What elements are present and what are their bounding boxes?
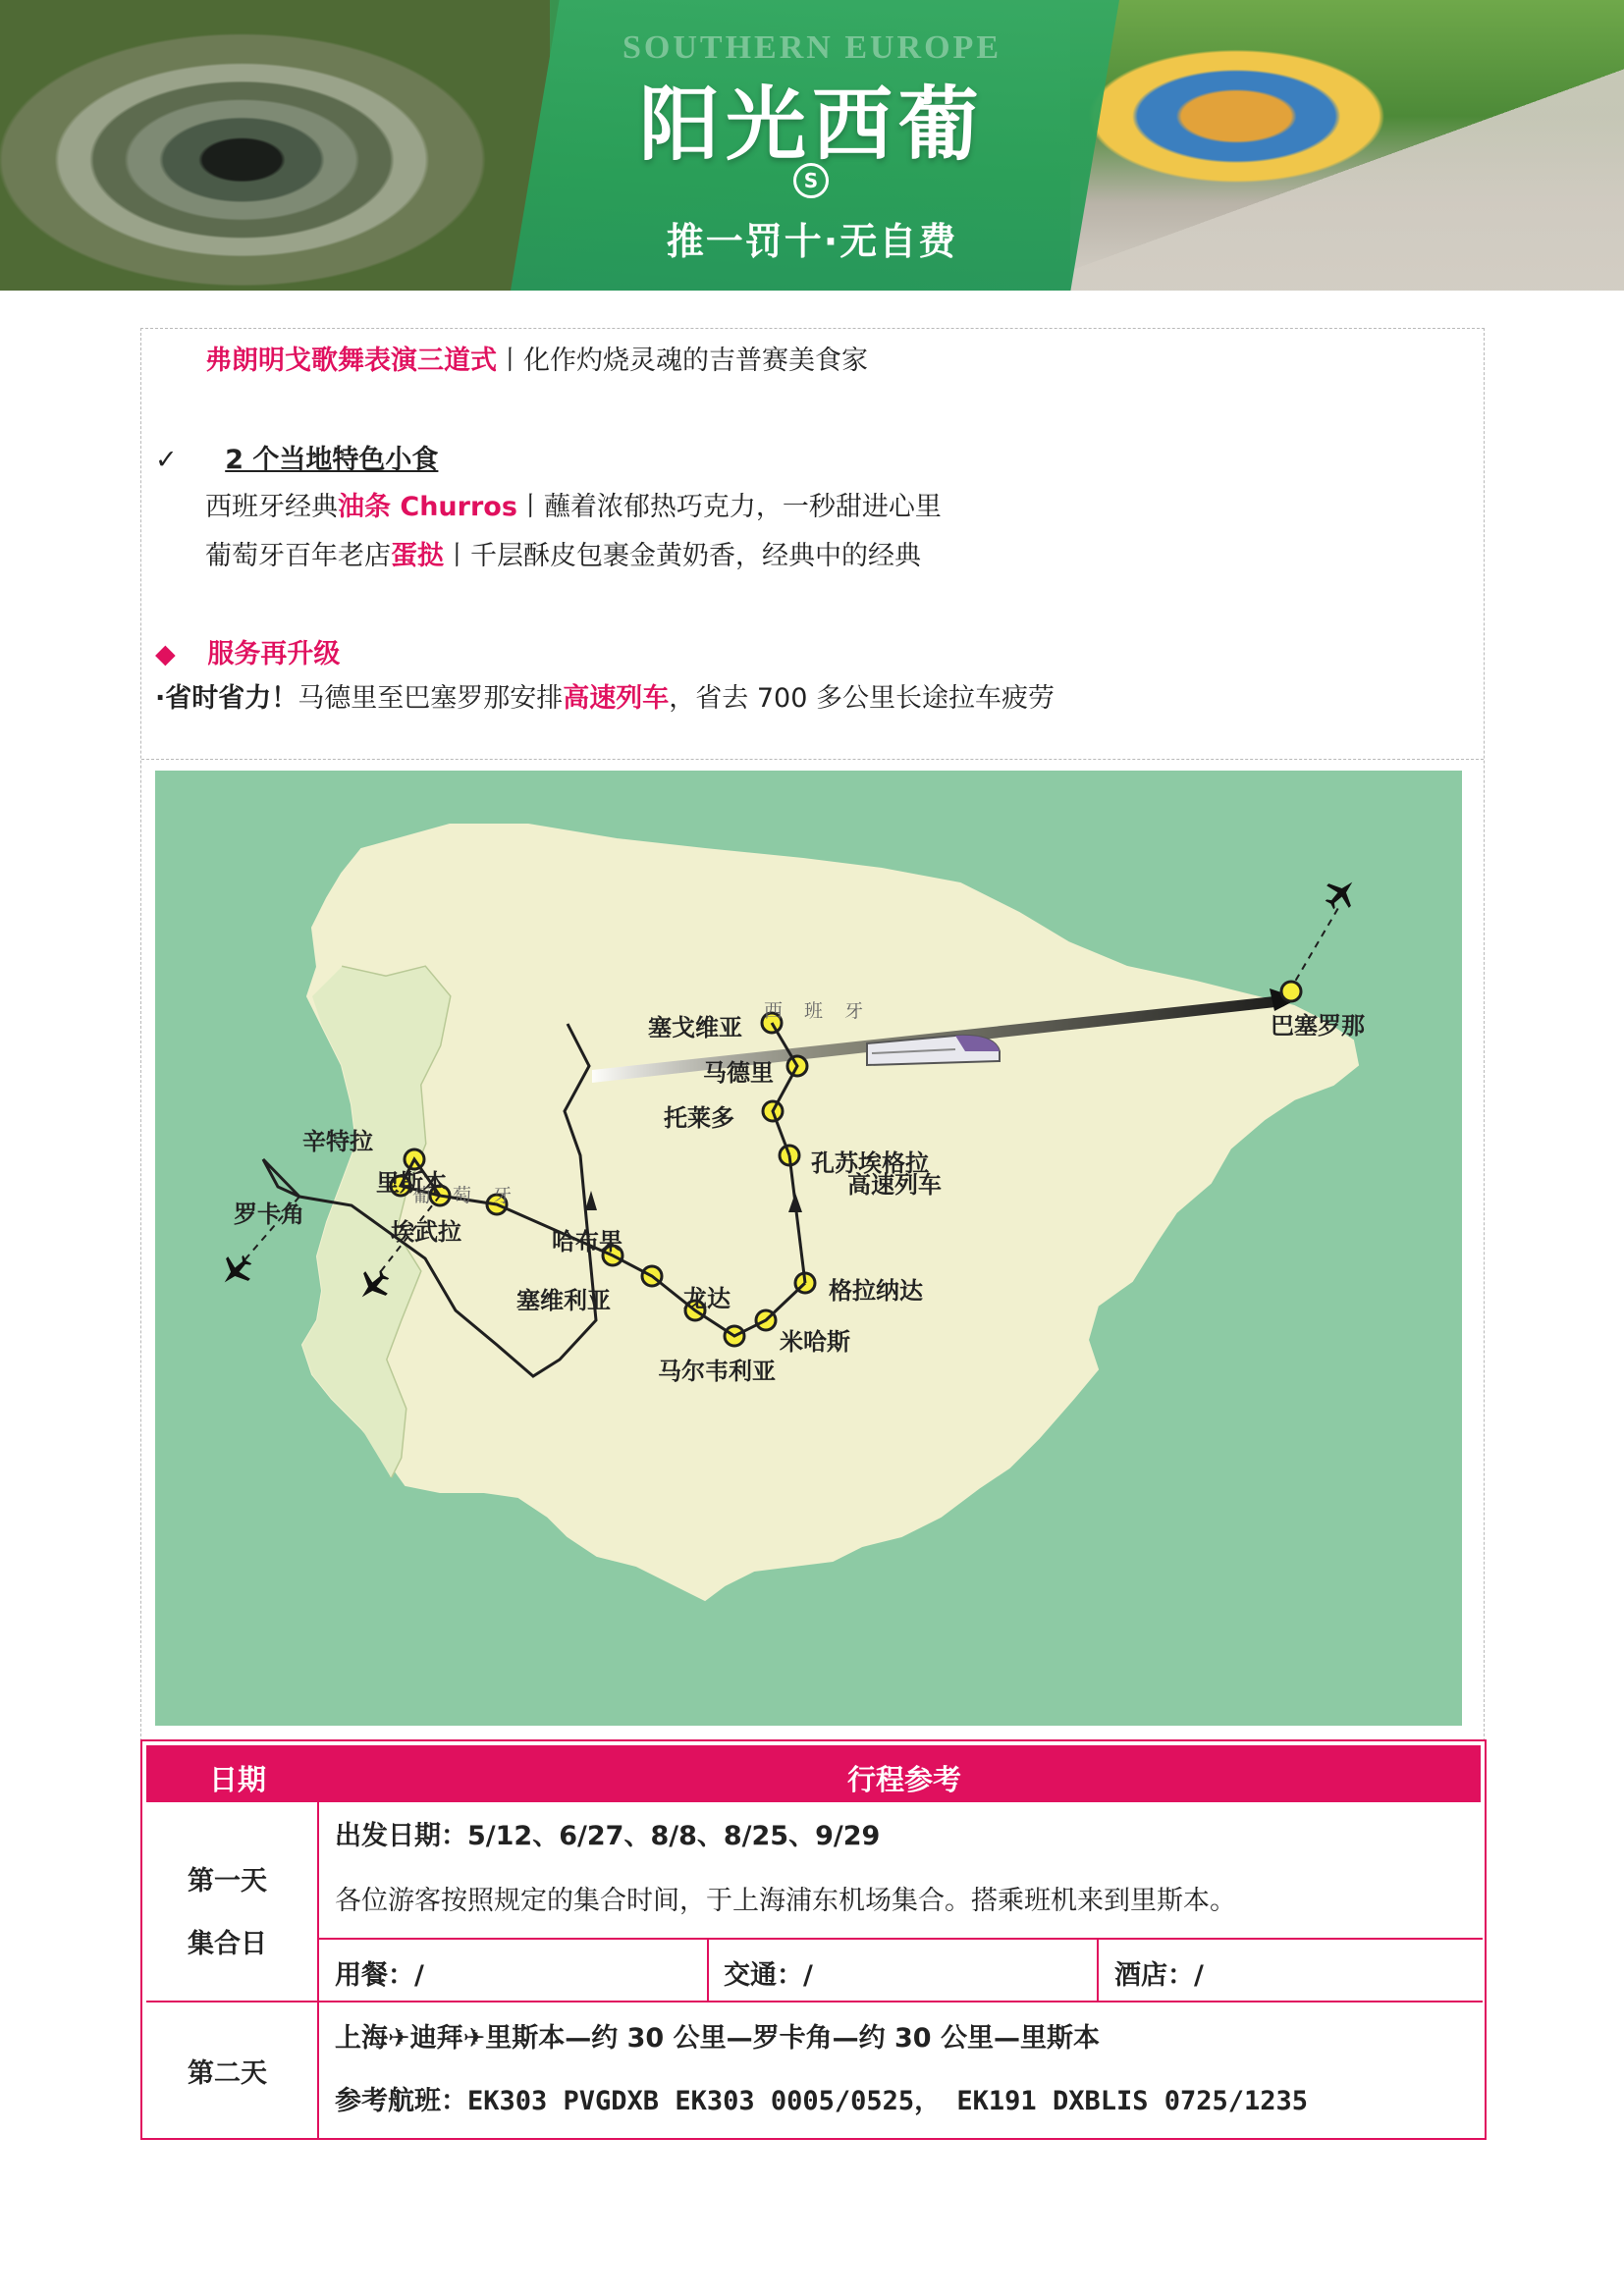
snack-prefix: 葡萄牙百年老店: [205, 541, 391, 571]
day2-day: 第二天: [188, 2058, 267, 2089]
snack-item-tart: [205, 534, 921, 572]
snack-desc: 丨蘸着浓郁热巧克力，一秒甜进心里: [516, 492, 942, 522]
label-spain: 西 班 牙: [764, 1000, 872, 1022]
flamenco-desc: 丨化作灼烧灵魂的吉普赛美食家: [497, 346, 868, 376]
label-train: 高速列车: [847, 1171, 942, 1199]
banner-subtitle-en: SOUTHERN EUROPE: [623, 29, 1001, 66]
label-sintra: 辛特拉: [302, 1128, 373, 1155]
day1-departure: 出发日期：5/12、6/27、8/8、8/25、9/29: [335, 1821, 881, 1851]
snacks-heading: 2 个当地特色小食: [225, 445, 439, 475]
day1-day: 第一天: [188, 1866, 267, 1896]
snack-desc: 丨千层酥皮包裹金黄奶香，经典中的经典: [444, 541, 921, 571]
label-jerez: 哈布果: [552, 1228, 623, 1255]
label-roca: 罗卡角: [234, 1201, 304, 1228]
label-marbella: 马尔韦利亚: [658, 1358, 776, 1385]
day1-label: 集合日: [188, 1929, 267, 1959]
label-toledo: 托莱多: [664, 1104, 734, 1132]
header-plan: 行程参考: [847, 1763, 962, 1796]
service-text-after: ，省去 700 多公里长途拉车疲劳: [669, 683, 1055, 714]
service-line: [155, 676, 1055, 715]
brand-logo-icon: S: [793, 163, 829, 198]
day2-flight-line: [335, 2079, 1308, 2117]
grid-col-transport: [707, 1938, 709, 2001]
label-mijas: 米哈斯: [780, 1328, 850, 1356]
day2-flight: EK303 PVGDXB EK303 0005/0525， EK191 DXBLIS 0725/1235: [467, 2086, 1309, 2116]
label-barcelona: 巴塞罗那: [1271, 1012, 1365, 1040]
flamenco-line: [205, 339, 868, 377]
grid-row-day2: [146, 2001, 1483, 2002]
header-banner: [0, 0, 1624, 291]
label-portugal: 葡 萄 牙: [412, 1185, 520, 1206]
day2-route: 上海✈迪拜✈里斯本—约 30 公里—罗卡角—约 30 公里—里斯本: [335, 2023, 1100, 2054]
snack-item-churros: [205, 485, 942, 523]
header-date: 日期: [209, 1763, 267, 1796]
day1-hotel: 酒店：/: [1114, 1960, 1204, 1991]
day2-flight-label: 参考航班：: [335, 2086, 467, 2116]
snacks-heading-line: [155, 438, 438, 476]
snack-highlight: 蛋挞: [391, 541, 444, 571]
day1-meal: 用餐：/: [335, 1960, 424, 1991]
grid-col-hotel: [1097, 1938, 1099, 2001]
label-ronda: 龙达: [683, 1285, 731, 1312]
itinerary-table: [140, 1739, 1487, 2140]
day1-transport: 交通：/: [724, 1960, 813, 1991]
table-header: [146, 1745, 1481, 1802]
service-text-before: 马德里至巴塞罗那安排: [298, 683, 564, 714]
label-segovia: 塞戈维亚: [648, 1014, 742, 1041]
label-madrid: 马德里: [703, 1059, 774, 1087]
label-consuegra: 孔苏埃格拉: [811, 1149, 929, 1177]
snack-highlight: 油条 Churros: [338, 492, 517, 522]
check-icon: ✓: [155, 445, 178, 475]
grid-col-date: [317, 1802, 319, 2138]
label-lisbon: 里斯本: [376, 1169, 447, 1197]
banner-slogan: 推一罚十·无自费: [666, 220, 958, 263]
snack-prefix: 西班牙经典: [205, 492, 338, 522]
flamenco-highlight: 弗朗明戈歌舞表演三道式: [205, 346, 497, 376]
route-line-overlay: [155, 771, 1462, 1726]
grid-row-meals: [319, 1938, 1483, 1940]
label-evora: 埃武拉: [391, 1218, 461, 1246]
service-heading-line: [155, 632, 340, 670]
service-heading: 服务再升级: [207, 639, 341, 669]
day1-desc: 各位游客按照规定的集合时间，于上海浦东机场集合。搭乘班机来到里斯本。: [335, 1886, 1236, 1916]
banner-title: 阳光西葡: [638, 79, 985, 172]
service-highlight: 高速列车: [563, 683, 670, 714]
route-map: [155, 771, 1462, 1726]
diamond-icon: ◆: [155, 639, 176, 669]
service-dot: ·: [155, 683, 166, 714]
service-lead: 省时省力！: [165, 683, 298, 714]
label-granada: 格拉纳达: [829, 1277, 923, 1305]
frame-divider: [141, 759, 1484, 760]
label-seville: 塞维利亚: [516, 1287, 611, 1314]
